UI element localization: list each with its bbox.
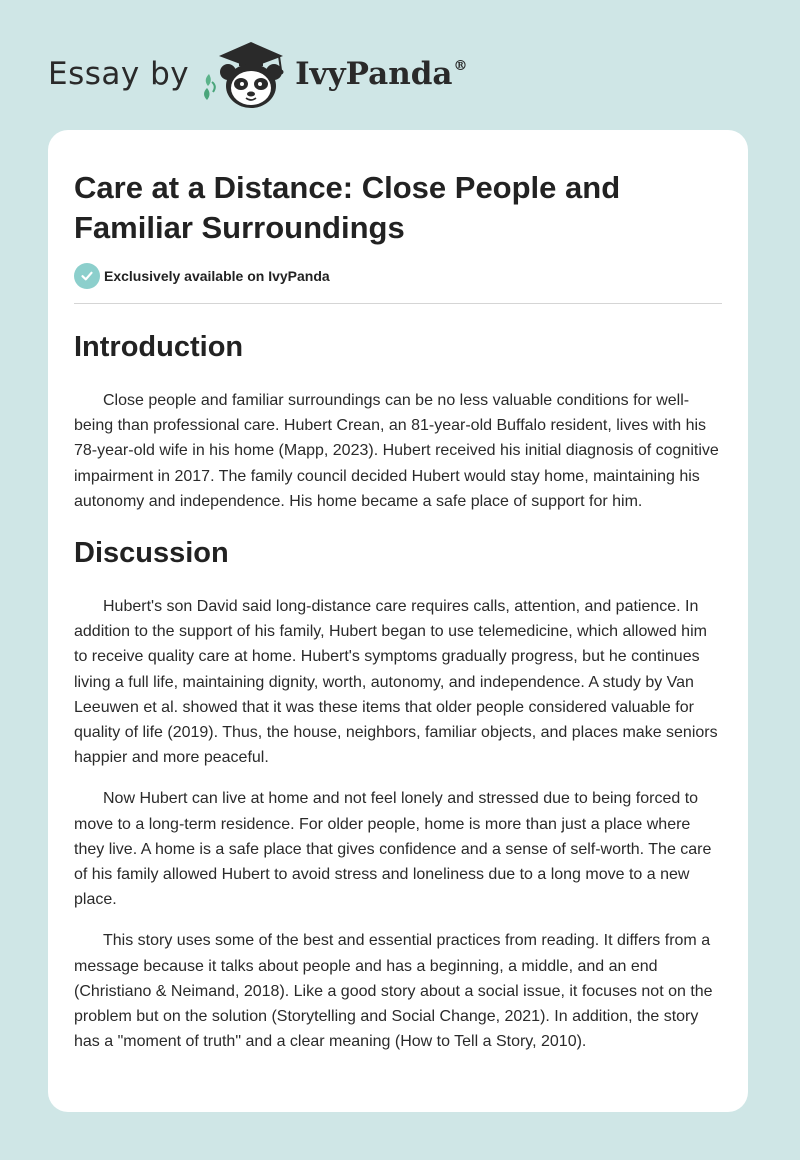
divider <box>74 303 722 304</box>
essay-card <box>48 130 748 1112</box>
essay-by-label: Essay by <box>48 56 190 92</box>
paragraph: Now Hubert can live at home and not feel lonely and stressed due to being forced to move to a long-term residence. For older people, home is more than just a place where they live. A home is a safe place that gives confidence and a sense of self-worth. The care of his family allowed Hubert to avoid stress and loneliness due to a long move to a new place. <box>74 790 712 909</box>
paragraph: Hubert's son David said long-distance care requires calls, attention, and patience. In addition to the support of his family, Hubert began to use telemedicine, which allowed him to receive quality care at home. Hubert's symptoms gradually progress, but he continues living a full life, maintaining dignity, worth, autonomy, and independence. A study by Van Leeuwen et al. showed that it was these items that older people considered valuable for quality of life (2019). Thus, the house, neighbors, familiar objects, and places make seniors happier and more peaceful. <box>74 598 718 767</box>
paragraph: This story uses some of the best and essential practices from reading. It differs from a message because it talks about people and has a beginning, a middle, and an end (Christiano & Neimand, 2018). Like a good story about a social issue, it focuses not on the problem but on the solution (Storytelling and Social Change, 2021). In addition, the story has a "moment of truth" and a clear meaning (How to Tell a Story, 2010). <box>74 932 713 1051</box>
essay-title: Care at a Distance: Close People and Familiar Surroundings <box>74 170 621 245</box>
registered-mark: ® <box>453 58 468 74</box>
essay-body <box>74 320 724 1054</box>
brand-name: IvyPanda® <box>295 56 468 92</box>
panda-mascot-icon <box>199 34 293 115</box>
exclusive-badge-label: Exclusively available on IvyPanda <box>104 268 330 284</box>
paragraph: Close people and familiar surroundings can be no less valuable conditions for well-being than professional care. Hubert Crean, an 81-year-old Buffalo resident, lives with his 78-year-old wife in his home (Mapp, 2023). Hubert received his initial diagnosis of cognitive impairment in 2017. The family council decided Hubert would stay home, maintaining his autonomy and independence. His home became a safe place of support for him. <box>74 392 719 510</box>
checkmark-icon <box>74 263 100 289</box>
exclusive-badge <box>74 263 330 289</box>
section-heading-introduction: Introduction <box>74 331 244 363</box>
site-header <box>48 34 468 114</box>
section-heading-discussion: Discussion <box>74 537 229 570</box>
ivypanda-logo[interactable] <box>199 34 467 115</box>
